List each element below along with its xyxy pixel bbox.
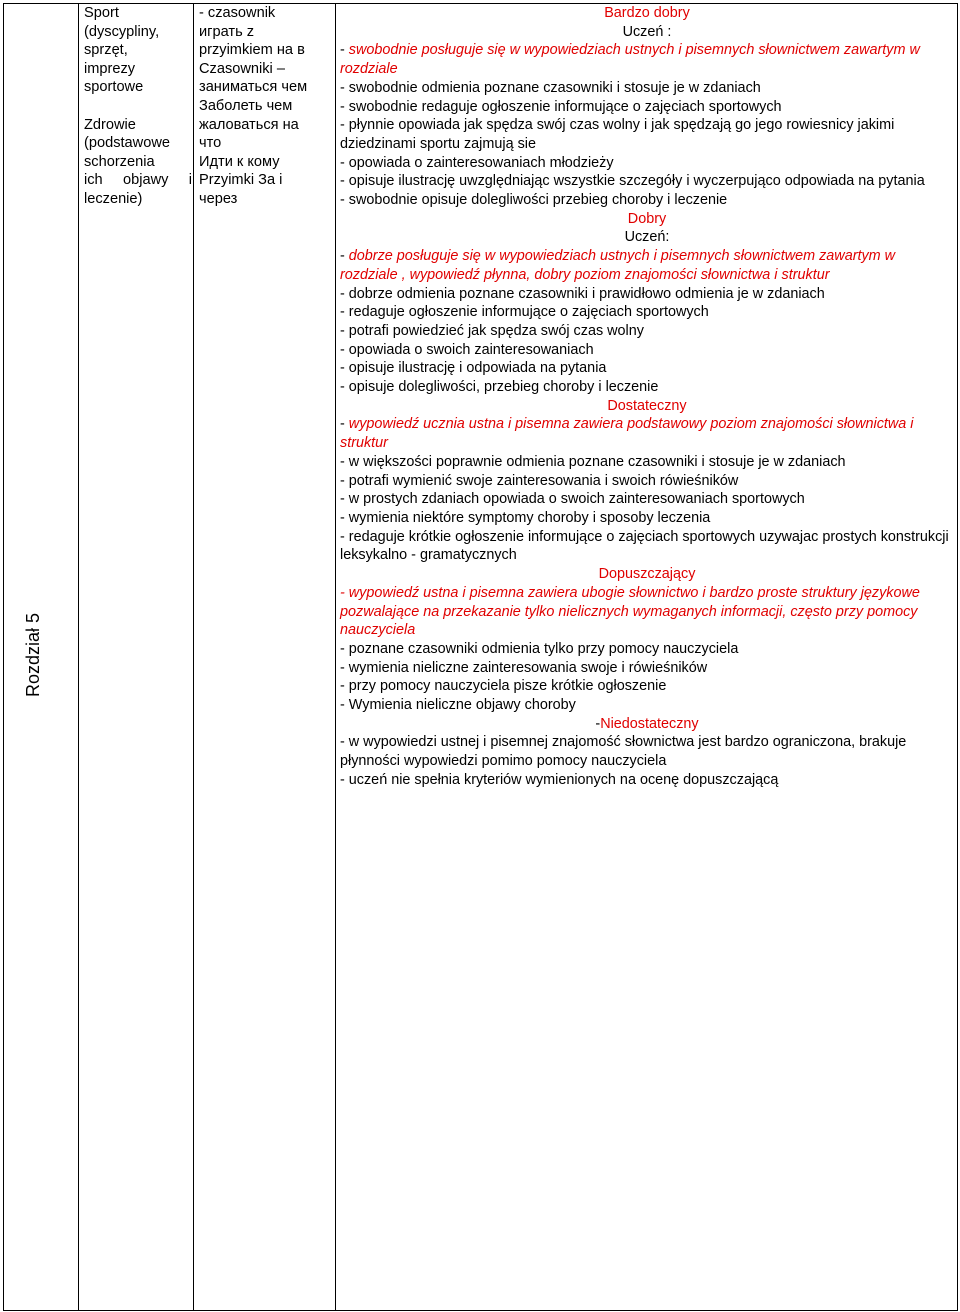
criterion-item: - opisuje dolegliwości, przebieg choroby i leczenie [340,379,659,396]
student-label: Uczeń : [622,23,672,40]
grade-heading-bardzo-dobry: Bardzo dobry [604,5,690,21]
vocabulary-cell [199,4,331,209]
criterion-item: - płynnie opowiada jak spędza swój czas wolny i jak spędzają go jego rowiesnicy jakimi dziedzinami sportu zajmują sie [340,117,895,152]
vocab-line: Идти к кому [199,153,280,170]
grade-heading-niedostateczny: -Niedostateczny [595,715,699,732]
criterion-item: - wymienia nieliczne zainteresowania swoje i rówieśników [340,659,708,676]
topic-line: ich objawy i [84,172,192,189]
topic-line: (podstawowe [84,135,170,152]
grade-heading-dostateczny: Dostateczny [607,397,687,414]
criterion-item: - opisuje ilustrację i odpowiada na pytania [340,360,607,377]
vocab-line: заниматься чем [199,79,308,96]
criterion-item: - swobodnie opisuje dolegliwości przebieg choroby i leczenie [340,192,728,209]
criterion-item: - potrafi wymienić swoje zainteresowania i swoich rówieśników [340,472,739,489]
topics-cell [84,4,192,209]
criterion-item: - w wypowiedzi ustnej i pisemnej znajomość słownictwa jest bardzo ograniczona, brakuje płynności wypowiedzi pomimo pomocy nauczyciela [340,734,907,770]
criterion-item: - w większości poprawnie odmienia poznane czasowniki i stosuje je w zdaniach [340,453,846,470]
topic-line: sprzęt, [84,42,128,59]
vocab-line: - czasownik [199,5,276,21]
column-divider-3 [335,3,336,1311]
table-border-left [3,3,4,1311]
criterion-item: - potrafi powiedzieć jak spędza swój czas wolny [340,322,644,339]
criterion-item: - opowiada o swoich zainteresowaniach [340,341,594,358]
table-border-right [957,3,958,1311]
vocab-line: Przyimki За i [199,172,283,189]
criterion-item: - uczeń nie spełnia kryteriów wymienionych na ocenę dopuszczającą [340,771,779,788]
vocab-line: Заболеть чем [199,97,293,114]
topic-line: leczenie) [84,190,143,207]
table-bottom-border [3,1310,958,1311]
vocab-line: przyimkiem на в [199,42,305,59]
criterion-item: - poznane czasowniki odmienia tylko przy pomocy nauczyciela [340,640,739,657]
criterion-item: - opisuje ilustrację uwzględniając wszystkie szczegóły i wyczerpująco odpowiada na pytania [340,173,925,190]
criterion-item: - swobodnie redaguje ogłoszenie informujące o zajęciach sportowych [340,98,782,115]
topic-line: Zdrowie [84,116,136,133]
criterion-item: - redaguje ogłoszenie informujące o zajęciach sportowych [340,304,709,321]
criterion-highlight: - swobodnie posługuje się w wypowiedziach ustnych i pisemnych słownictwem zawartym w rozdziale [340,42,920,78]
topic-line: (dyscypliny, [84,23,160,40]
column-divider-2 [193,3,194,1311]
criterion-item: - dobrze odmienia poznane czasowniki i prawidłowo odmienia je w zdaniach [340,285,825,302]
student-label: Uczeń: [624,229,670,246]
criterion-item: - Wymienia nieliczne objawy choroby [340,697,576,714]
vocab-line: жаловаться на [199,116,299,133]
topic-line: Sport [84,5,119,21]
topic-line: sportowe [84,79,144,96]
criterion-item: - swobodnie odmienia poznane czasowniki i stosuje je w zdaniach [340,79,761,96]
vocab-line: играть z [199,23,255,40]
vocab-line: Czasowniki – [199,60,285,77]
topic-line: imprezy [84,60,136,77]
criterion-highlight: - wypowiedź ustna i pisemna zawiera ubogie słownictwo i bardzo proste struktury językowe pozwalające na przekazanie tylko nielicznych wymaganych informacji, często przy pomocy nauczyciela [340,584,920,639]
grade-heading-dopuszczajacy: Dopuszczający [598,566,696,583]
column-divider-1 [78,3,79,1311]
criterion-item: - opowiada o zainteresowaniach młodzieży [340,154,614,171]
vocab-line: через [199,190,238,207]
criterion-highlight: - dobrze posługuje się w wypowiedziach ustnych i pisemnych słownictwem zawartym w rozdziale , wypowiedź płynna, dobry poziom znajomości słownictwa i struktur [340,248,896,283]
section-label: Rozdział 5 [23,612,43,698]
criterion-item: - w prostych zdaniach opowiada o swoich zainteresowaniach sportowych [340,491,805,508]
grading-criteria-cell [340,4,954,790]
topic-line: schorzenia [84,153,155,170]
vocab-line: что [199,135,222,152]
criterion-highlight: - wypowiedź ucznia ustna i pisemna zawiera podstawowy poziom znajomości słownictwa i struktur [340,416,914,452]
criterion-item: - redaguje krótkie ogłoszenie informujące o zajęciach sportowych uzywajac prostych konstrukcji leksykalno - gramatycznych [340,528,949,564]
criterion-item: - wymienia niektóre symptomy choroby i sposoby leczenia [340,509,711,526]
grade-heading-dobry: Dobry [627,210,667,227]
criterion-item: - przy pomocy nauczyciela pisze krótkie ogłoszenie [340,678,667,695]
